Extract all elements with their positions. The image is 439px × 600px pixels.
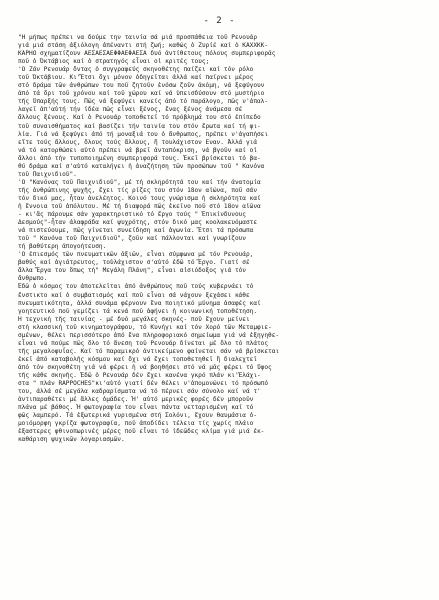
text-line: ἐξαστερες φθινοπωρινές μέρες ποῦ εἶναι τό ἰδεῶδες κλίμα γιά μιά ἐκ- [18,428,265,436]
text-line: γιά μιά στάση ἀξιόλογη ἀπέναντι στή ζωή; καθώς ὁ Ζυρίέ καί ὁ ΚΑΧΧΚΚ- [18,42,269,50]
text-line: στή κλασσική τοῦ κινηματογράφου, τό Κυνήγι καί τόν Χορό τῶν Μεταμφιε- [18,323,272,331]
text-line: Ἐδῶ ὁ κόσμος του ἀποτελεῖται ἀπό ἀνθρώπους ποῦ τούς κυβερνάει τό [18,283,254,291]
text-line: πλάνα μέ βάθος. Ἡ φωτογραφία του εἶναι πάντα νετταρισμένη καί τό [18,404,254,412]
text-line: τόν δικό μας, ἦταν ἀνελέητος. Κοινό τους γνώρισμα ἡ σκληρότητα καί [18,194,261,202]
text-line: στα " πλάν RAPPOCHES"κι'αὐτό γιατί δέν θέλει ν'ἀπομονώνει τό πρόσωπό [18,380,269,388]
text-line: τῆς ὕπαρξής τους. Πῶς νά ξεφύγει κανείς ἀπό τό παράλογο, πῶς ν'ἀπαλ- [18,98,269,106]
text-line: Ἡ τεχνική τῆς ταινίας - μέ δυό μεγάλες σκηνές- ποῦ ἔχουν μείνει [18,315,250,323]
text-line: του, ἀλλά σέ μεγάλα καδραρίσματα νά τό πέρνει σάν σύνολο καί νά τ' [18,388,261,396]
text-line: πνευματικότητα, ἀλλά συνάμα φέρνουν ἕνα ποιητικό μύνημα ἀσαφές καί [18,299,261,307]
text-line: 'Ο ἐπιεσμός τῶν πνευματικῶν ἀξιῶν, εἶναι σύμφωνα μέ τόν Ρενουάρ, [18,251,254,259]
text-line: ἄλλους ξένους. Καί ὁ Ρενουάρ τοποθετεῖ τό πρόβλημά του στό ἐπίπεδο [18,114,261,122]
text-line: εἴτε τούς ἄλλους, ὅλους τούς ἄλλους, ἤ τουλάχιστον Εναν. Ἀλλά γιά [18,138,258,146]
text-line: 'Ο Ζάν Ρενουάρ ὄντας ὁ συγγραφεύς σκηνοθέτης παίζει καί τόν ρόλο [18,66,254,74]
text-line: Δεσμούς"-ἦταν ἀλαφράδα καί ψυχρότης, στόν δικό μας κοολακευόμαστε [18,219,258,227]
text-line: ΚΑΡΗΟ σχηματίζουν ΑΕΣΑΕΣΑΕΦΦΑΕΦΑΕΣΑ δυό ἀντίθετους πόλους συμπεριφορᾶς [18,50,276,58]
text-line: στό δράμα τῶν ἀνθρώπων του ποῦ ζητοῦν ἐνόσω ζοῦν ἀκόμη, νά ξεφύγουν [18,82,265,90]
text-line: λία. Γιά νά ξεφύγει ἀπό τή μοναξιά του ὁ ἄνθρωπος, πρέπει ν'ἀγαπήσει [18,130,269,138]
text-line: ἄνθρωπο. [18,275,48,283]
text-line: τῆς ἀνθρώπινης ψυχῆς, ἔχει τίς ρίζες του στόν 18ον αἰώνα, ποῦ σάν [18,186,258,194]
text-line: καθάριση ψυχικῶν λογαριασμῶν. [18,436,125,444]
text-line: νά πιστεύουμε, πῶς γίνεται συνείδηση καί ἀγωνία. Ἔτσι τά πρόσωπα [18,227,254,235]
text-line: ἡ ἔννοια τοῦ ἀπόλυτου. Μέ τή διαφορά πῶς ἐκεῖνο ποῦ στό 18ον αἰῶνα [18,202,261,210]
text-line: βαθύς καί ἀγιάτρευτος, τοὐλάχιστον σ'αὐτό ἐδῶ τό Ἔργο. Γιατί σέ [18,259,250,267]
text-line: ἔνστικτο καί ὁ συμβατισμός καί ποῦ εἶναι σά νάχουν ξεχάσει κάθε [18,291,250,299]
text-line: λαγεῖ ἀπ'αὐτή τήν ἰδέα πῶς εἶναι ξένος, ἕνας ξένος ἀνάμεσα σέ [18,106,243,114]
text-line: τῆς κάθε σκηνῆς. Ἐδῶ ὁ Ρενουάρ δέν ἔχει κανένα γκρό πλάν κι'Ἐλάχι- [18,371,261,379]
page-number: - 2 - [203,16,236,26]
text-line: ἀπό τόν σκηνοθέτη γιά νά φέρει ἡ νά βοηθήσει στό νά μᾶς φέρει τό ὕφος [18,363,272,371]
text-line: τοῦ Παιχνιδιοῦ". [18,170,77,178]
text-line: τοῦ " Κανόνα τοῦ Παιχνιδιοῦ", ζοῦν καί πάλλονται καί γνωρίζουν [18,235,246,243]
text-line: ἐκεῖ ἀπό καταβολῆς κόσμου καί ὄχι νά ἔχει τοποθετηθεῖ ἢ διαλεχτεῖ [18,355,258,363]
text-line: ἄλλοι ἀπό τήν τυποποιημένη συμπεριφορά τους. Ἐκεῖ βρίσκεται τό βα- [18,154,261,162]
text-line: τῆς μεγαλοφυΐας. Καί τό παραμικρό ἀντικείμενο φαίνεται σάν νά βρίσκεται [18,347,280,355]
text-line: τοῦ συναισθήματος καί βασίζει τήν ταινία του στόν ἔρωτα καί τή φι- [18,122,261,130]
text-line: ἀπό τά ὄρι τοῦ χρόνου καί τοῦ χώρου καί νά ὑπεισδύσουν στό μυστήριο [18,90,265,98]
text-line: ποῦ ὁ Ὀκτάβιος καί ὁ στρατηγός εἶναι οἱ κριτές τους; [18,58,210,66]
text-line: ἄλλα Ἔργα του ὅπως τή" Μεγάλη Πλάνη", εἶναι αἰσιόδοξος γιά τόν [18,267,246,275]
text-line: μοιόμορφη γκρίζα φωτογραφία, ποῦ ἀποδίδει τέλεια τίς χωρίς πλάιο [18,420,254,428]
text-line: νά τό κατορθώσει αὐτό πρέπει νά βρεῖ ἀνταπόκριση, νά βγοῦν καί οἱ [18,146,258,154]
text-line: φῶς λαμπερό. Τά ἐξωτερικά γυρισμένα στή Σολόνι, ἔχουν θαυμάσια ὁ- [18,412,258,420]
text-line: ἀντιπαραθέτει μέ ἄλλες ὁμάδες. Ἡ' αὐτό μερικές φορές δέν μποροῦν [18,396,254,404]
text-line: σμένων, θέλει περισσότερο ἀπό ἕνα πληροφοριακό σημείωμα γιά νά ἐξηγηθε- [18,331,280,339]
text-line: τή βαθύτερη ἀπογοήτευση. [18,243,107,251]
text-line: γοητευτικό ποῦ γεμίζει τά κενά ποῦ ἀφήνει ἡ κοινωνική τοποθέτηση. [18,307,258,315]
text-line: - κι'ἄς πάρουμε σάν χαρακτηριστικό τό ἔργο τούς " Ἐπικίνδυνους [18,211,246,219]
text-line: θύ δράμα καί σ'αὐτό καταλήγει ἡ ἀναζήτηση τῶν προσώπων τοῦ " Κανόνα [18,162,265,170]
text-line: 'Ο "Κανόνας τοῦ Παιχνιδιοῦ", μέ τή σκληρότητά του καί τήν ἀνατομία [18,178,261,186]
text-line: εἶναι νά πούμε πῶς ὅλο τό ἄνεση τοῦ Ρενουάρ δίνεται μέ ὅλο τό πλάτος [18,339,269,347]
typewritten-body [18,34,430,444]
text-line: τοῦ Ὀκτάβιου. Κι'Ἔτσι ὄχι μόνον ὁδηγεῖται ἀλλά καί παίρνει μέρος [18,74,254,82]
text-line: "Η μήπως πρέπει να δούμε την ταινία σά μιά προσπάθεια τοῦ Ρενουάρ [18,34,258,41]
